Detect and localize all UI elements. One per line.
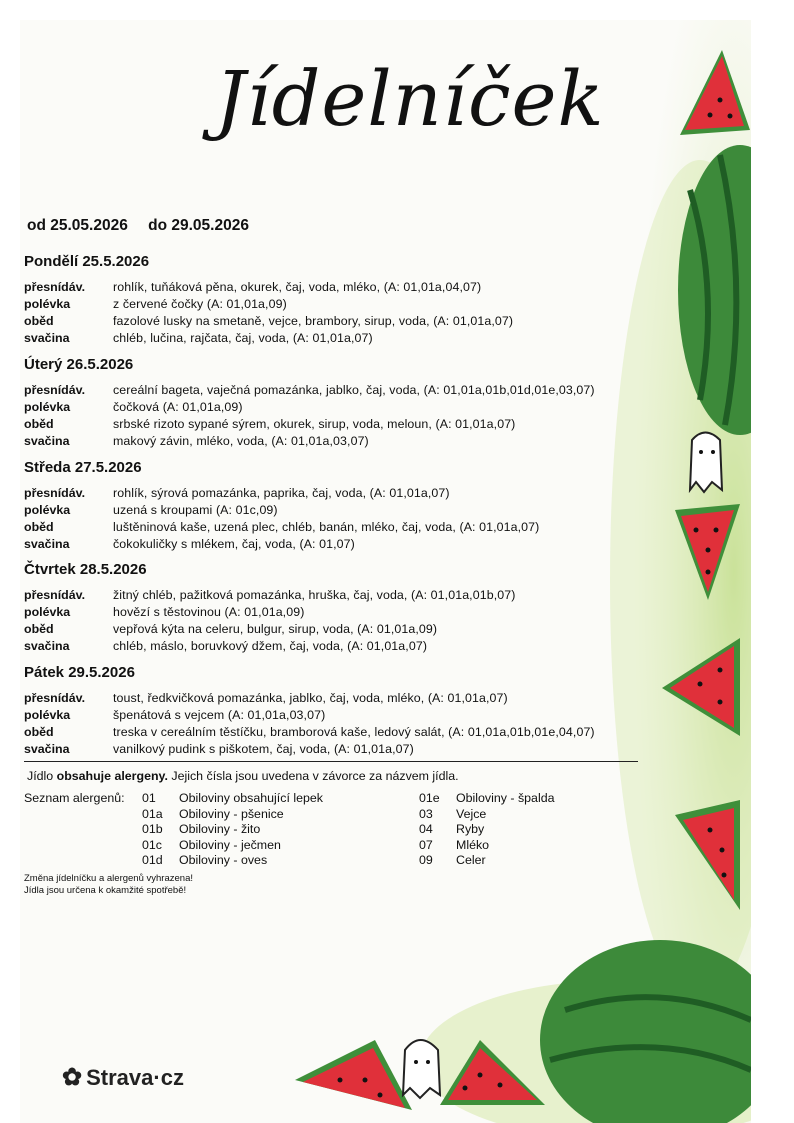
day-heading: Úterý 26.5.2026 [24, 356, 134, 373]
allergen-name: Obiloviny - špalda [456, 791, 555, 805]
meal-label: svačina [24, 434, 70, 448]
watermelon-icon [540, 940, 751, 1123]
meal-row [24, 399, 243, 416]
meal-label: přesnídáv. [24, 383, 86, 397]
meal-row [24, 296, 287, 313]
footer-line: Změna jídelníčku a alergenů vyhrazena! [24, 873, 193, 884]
meal-row [24, 724, 595, 741]
meal-label: oběd [24, 520, 54, 534]
menu-period [27, 217, 265, 235]
allergen-code: 01 [142, 791, 156, 805]
day-heading: Pátek 29.5.2026 [24, 664, 135, 681]
meal-text: hovězí s těstovinou (A: 01,01a,09) [113, 605, 305, 619]
period-to: do 29.05.2026 [148, 217, 249, 234]
day-heading: Pondělí 25.5.2026 [24, 253, 150, 270]
meal-text: čočková (A: 01,01a,09) [113, 400, 243, 414]
meal-row [24, 433, 369, 450]
allergen-code: 03 [419, 806, 433, 821]
meal-text: treska v cereálním těstíčku, bramborová kaše, ledový salát, (A: 01,01a,01b,01e,04,07) [113, 725, 595, 739]
allergen-item [142, 838, 323, 854]
meal-text: chléb, lučina, rajčata, čaj, voda, (A: 01,01a,07) [113, 331, 373, 345]
meal-label: oběd [24, 314, 54, 328]
allergen-note-prefix: Jídlo [27, 769, 57, 783]
meal-text: vanilkový pudink s piškotem, čaj, voda, (A: 01,01a,07) [113, 742, 414, 756]
allergen-name: Obiloviny - pšenice [179, 806, 284, 821]
meal-text: čokokuličky s mlékem, čaj, voda, (A: 01,07) [113, 537, 355, 551]
meal-row [24, 502, 278, 519]
allergen-item [419, 822, 554, 838]
footer-note [24, 873, 193, 897]
meal-text: cereální bageta, vaječná pomazánka, jablko, čaj, voda, (A: 01,01a,01b,01d,01e,03,07) [113, 383, 595, 397]
meal-text: uzená s kroupami (A: 01c,09) [113, 503, 278, 517]
allergen-note-suffix: Jejich čísla jsou uvedena v závorce za názvem jídla. [167, 769, 459, 783]
allergen-code: 04 [419, 822, 433, 836]
allergen-code: 09 [419, 853, 433, 867]
meal-label: svačina [24, 742, 70, 756]
meal-label: polévka [24, 605, 71, 619]
allergen-name: Obiloviny - ječmen [179, 837, 281, 852]
meal-label: polévka [24, 400, 71, 414]
meal-row [24, 587, 515, 604]
meal-label: přesnídáv. [24, 280, 86, 294]
meal-row [24, 690, 508, 707]
meal-label: přesnídáv. [24, 691, 86, 705]
meal-text: špenátová s vejcem (A: 01,01a,03,07) [113, 708, 326, 722]
allergen-item [419, 791, 554, 807]
allergen-name: Vejce [456, 806, 487, 821]
allergen-list-left [142, 791, 323, 869]
meal-row [24, 638, 427, 655]
allergen-code: 01d [142, 853, 163, 867]
meal-row [24, 416, 515, 433]
allergen-item [419, 853, 554, 869]
allergen-code: 07 [419, 837, 433, 852]
allergen-name: Mléko [456, 837, 490, 852]
meal-row [24, 485, 450, 502]
allergen-name: Obiloviny obsahující lepek [179, 791, 323, 805]
meal-label: svačina [24, 331, 70, 345]
meal-row [24, 604, 304, 621]
allergen-item [142, 853, 323, 869]
watermelon-slice-icon [295, 1040, 412, 1110]
meal-label: oběd [24, 725, 54, 739]
allergen-name: Ryby [456, 822, 485, 836]
ghost-icon [403, 1040, 440, 1098]
meal-row [24, 536, 355, 553]
allergen-code: 01e [419, 791, 440, 805]
meal-text: žitný chléb, pažitková pomazánka, hruška, čaj, voda, (A: 01,01a,01b,07) [113, 588, 516, 602]
meal-label: polévka [24, 297, 71, 311]
meal-text: luštěninová kaše, uzená plec, chléb, banán, mléko, čaj, voda, (A: 01,01a,07) [113, 520, 540, 534]
allergen-note [27, 769, 459, 783]
meal-row [24, 519, 539, 536]
meal-label: polévka [24, 503, 71, 517]
footer-line: Jídla jsou určena k okamžité spotřebě! [24, 885, 187, 896]
day-heading: Středa 27.5.2026 [24, 459, 142, 476]
meal-row [24, 741, 414, 758]
allergen-list-right [419, 791, 554, 869]
allergen-code: 01b [142, 822, 163, 836]
meal-text: rohlík, tuňáková pěna, okurek, čaj, voda, mléko, (A: 01,01a,04,07) [113, 280, 482, 294]
meal-text: rohlík, sýrová pomazánka, paprika, čaj, voda, (A: 01,01a,07) [113, 486, 450, 500]
allergen-item [419, 807, 554, 823]
day-heading: Čtvrtek 28.5.2026 [24, 561, 147, 578]
meal-label: svačina [24, 537, 70, 551]
meal-label: polévka [24, 708, 71, 722]
allergen-list-label: Seznam alergenů: [24, 791, 125, 805]
meal-row [24, 279, 481, 296]
page-title: Jídelníček [215, 54, 605, 143]
meal-text: srbské rizoto sypané sýrem, okurek, sirup, voda, meloun, (A: 01,01a,07) [113, 417, 516, 431]
allergen-note-bold: obsahuje alergeny. [56, 769, 168, 783]
meal-label: přesnídáv. [24, 486, 86, 500]
meal-label: oběd [24, 622, 54, 636]
allergen-code: 01c [142, 837, 162, 852]
meal-text: toust, ředkvičková pomazánka, jablko, čaj, voda, mléko, (A: 01,01a,07) [113, 691, 508, 705]
allergen-code: 01a [142, 806, 163, 821]
meal-row [24, 313, 513, 330]
meal-text: vepřová kýta na celeru, bulgur, sirup, voda, (A: 01,01a,09) [113, 622, 438, 636]
brand-name: Strava·cz [86, 1064, 184, 1090]
divider [24, 761, 638, 762]
menu-sheet [20, 20, 751, 1123]
allergen-item [142, 822, 323, 838]
meal-row [24, 330, 373, 347]
allergen-name: Obiloviny - oves [179, 853, 268, 867]
allergen-item [142, 807, 323, 823]
brand-logo [62, 1063, 184, 1092]
meal-text: z červené čočky (A: 01,01a,09) [113, 297, 287, 311]
meal-row [24, 382, 595, 399]
period-from: od 25.05.2026 [27, 217, 128, 234]
meal-row [24, 707, 325, 724]
allergen-item [142, 791, 323, 807]
flower-icon: ✿ [62, 1064, 83, 1091]
ghost-icon [690, 433, 722, 493]
allergen-item [419, 838, 554, 854]
allergen-name: Celer [456, 853, 486, 867]
meal-label: přesnídáv. [24, 588, 86, 602]
meal-text: chléb, máslo, boruvkový džem, čaj, voda, (A: 01,01a,07) [113, 639, 428, 653]
allergen-name: Obiloviny - žito [179, 822, 261, 836]
meal-text: fazolové lusky na smetaně, vejce, brambory, sirup, voda, (A: 01,01a,07) [113, 314, 514, 328]
meal-label: oběd [24, 417, 54, 431]
meal-row [24, 621, 437, 638]
meal-label: svačina [24, 639, 70, 653]
meal-text: makový závin, mléko, voda, (A: 01,01a,03,07) [113, 434, 369, 448]
